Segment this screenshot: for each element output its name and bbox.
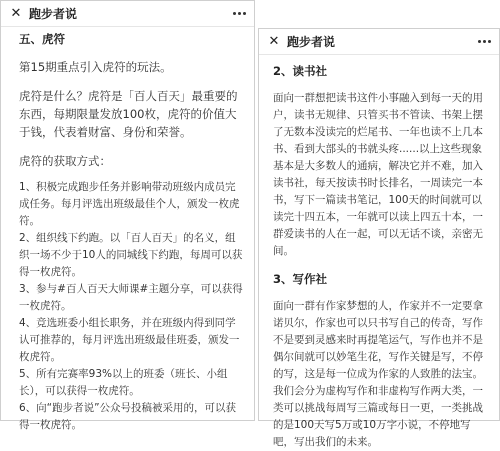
more-options-icon[interactable]: [478, 40, 491, 43]
top-bar: [1, 1, 254, 27]
section-heading: 2、读书社: [273, 64, 328, 78]
what-paragraph: 虎符是什么？虎符是「百人百天」最重要的东西，每期限量发放100枚，虎符的价值大于钱，代表着财富、身份和荣誉。: [19, 89, 238, 139]
section-heading: 五、虎符: [19, 32, 65, 46]
rule-item: 2、组织线下约跑。以「百人百天」的名义，组织一场不少于10人的同城线下约跑，每周可以获得一枚虎符。: [19, 232, 243, 278]
article-window-right: [258, 28, 500, 448]
article-body: [19, 31, 246, 434]
section-paragraph: 面向一群有作家梦想的人，作家并不一定要拿诺贝尔，作家也可以只书写自己的传奇，写作不是要到灵感来时再提笔运气，写作也并不是偶尔间就可以妙笔生花，写作关键是写，不停的写，这是每一位成为作家的人致胜的法宝。我们会分为虚构写作和非虚构写作两大类，一类可以挑战每周写三篇或每日一更，一类挑战的是100天写5万或10万字小说，不停地写吧，写出我们的未来。: [273, 300, 483, 448]
rule-item: 5、所有完赛率93%以上的班委（班长、小组长），可以获得一枚虎符。: [19, 368, 228, 397]
window-title: 跑步者说: [287, 34, 336, 49]
section-paragraph: 面向一群想把读书这件小事融入到每一天的用户，读书无规律、只管买书不管读、书架上摆了无数本没读完的烂尾书、一年也读不上几本书、看到大部头的书就头疼......以上这些现象基本是大多数人的通病，解决它并不难，加入读书社，每天按读书时长排名，一周读完一本书，写下一篇读书笔记，100天的时间就可以读完十四五本，一年就可以读上四五十本，一群爱读书的人在一起，可以无话不谈，亲密无间。: [273, 92, 483, 257]
rule-item: 4、竞选班委小组长职务，并在班级内得到同学认可推荐的，每月评选出班级最佳班委，颁发一枚虎符。: [19, 317, 240, 363]
top-bar: [259, 29, 499, 55]
more-options-icon[interactable]: [233, 12, 246, 15]
section-heading: 3、写作社: [273, 272, 328, 286]
rule-item: 3、参与#百人百天大师课#主题分享，可以获得一枚虎符。: [19, 283, 243, 312]
article-window-left: [0, 0, 255, 431]
article-body: [273, 63, 491, 451]
window-title: 跑步者说: [29, 6, 78, 21]
close-icon[interactable]: ✕: [10, 5, 22, 21]
how-title: 虎符的获取方式：: [19, 154, 111, 168]
rule-item: 1、积极完成跑步任务并影响带动班级内成员完成任务。每月评选出班级最佳个人，颁发一枚虎符。: [19, 181, 240, 227]
intro-paragraph: 第15期重点引入虎符的玩法。: [19, 60, 172, 74]
rule-item: 6、向“跑步者说”公众号投稿被采用的，可以获得一枚虎符。: [19, 402, 237, 431]
close-icon[interactable]: ✕: [268, 33, 280, 49]
